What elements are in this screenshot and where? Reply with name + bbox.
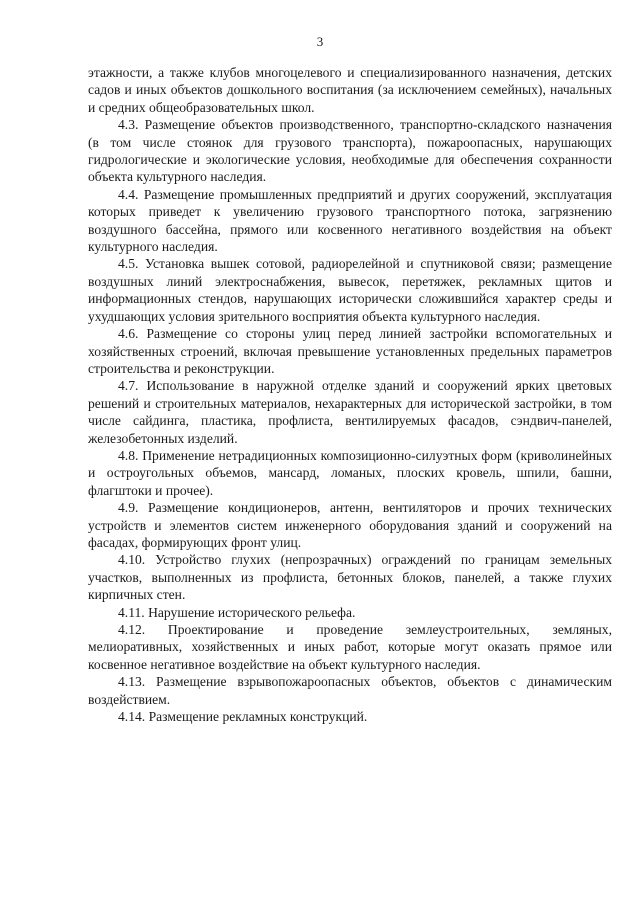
- paragraph-4-12: 4.12. Проектирование и проведение землеустроительных, земляных, мелиоративных, хозяйственных и иных работ, которые могут оказать прямое или косвенное негативное воздействие на объект культурного наследия.: [88, 622, 612, 672]
- paragraph-continuation: этажности, а также клубов многоцелевого и специализированного назначения, детских садов и иных объектов дошкольного воспитания (за исключением семейных), начальных и средних общеобразовательных школ.: [88, 65, 612, 115]
- paragraph-4-3: 4.3. Размещение объектов производственного, транспортно-складского назначения (в том числе стоянок для грузового транспорта), пожароопасных, нарушающих гидрологические и экологические условия, необходимые для обеспечения сохранности объекта культурного наследия.: [88, 117, 612, 185]
- document-body: [88, 64, 612, 725]
- paragraph-4-7: 4.7. Использование в наружной отделке зданий и сооружений ярких цветовых решений и строительных материалов, нехарактерных для исторической застройки, в том числе сайдинга, пластика, профлиста, вентилируемых фасадов, сэндвич-панелей, железобетонных изделий.: [88, 378, 612, 446]
- page-number: 3: [316, 34, 324, 49]
- paragraph-4-8: 4.8. Применение нетрадиционных композиционно-силуэтных форм (криволинейных и остроугольных объемов, мансард, ломаных, плоских кровель, шпили, башни, флагштоки и прочее).: [88, 447, 612, 498]
- paragraph-4-14: 4.14. Размещение рекламных конструкций.: [118, 709, 368, 725]
- paragraph-4-6: 4.6. Размещение со стороны улиц перед линией застройки вспомогательных и хозяйственных строений, включая превышение установленных предельных параметров строительства и реконструкции.: [88, 326, 612, 376]
- paragraph-4-4: 4.4. Размещение промышленных предприятий и других сооружений, эксплуатация которых приведет к увеличению грузового транспортного потока, загрязнению воздушного бассейна, прямого или косвенного негативного воздействия на объект культурного наследия.: [88, 186, 612, 255]
- paragraph-4-9: 4.9. Размещение кондиционеров, антенн, вентиляторов и прочих технических устройств и элементов систем инженерного оборудования зданий и сооружений на фасадах, формирующих фронт улиц.: [88, 500, 612, 550]
- paragraph-4-5: 4.5. Установка вышек сотовой, радиорелейной и спутниковой связи; размещение воздушных линий электроснабжения, вывесок, перетяжек, рекламных щитов и информационных стендов, нарушающих исторически сложившийся характер среды и ухудшающих условия зрительного восприятия объекта культурного наследия.: [88, 256, 612, 324]
- paragraph-4-13: 4.13. Размещение взрывопожароопасных объектов, объектов с динамическим воздействием.: [88, 674, 612, 707]
- paragraph-4-11: 4.11. Нарушение исторического рельефа.: [118, 604, 356, 620]
- paragraph-4-10: 4.10. Устройство глухих (непрозрачных) ограждений по границам земельных участков, выполненных из профлиста, бетонных блоков, панелей, а также глухих кирпичных стен.: [88, 552, 612, 603]
